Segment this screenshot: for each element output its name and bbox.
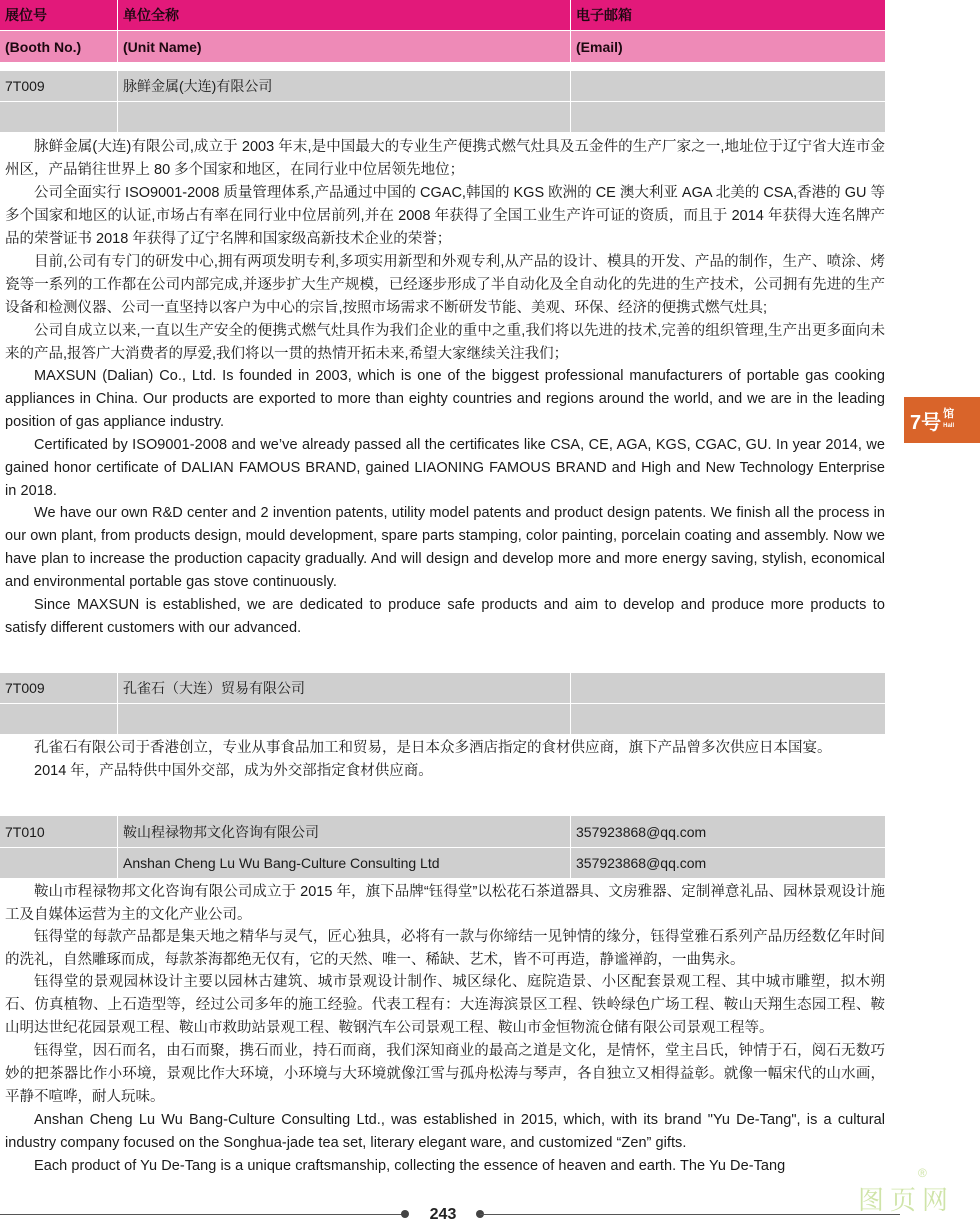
entry-paragraph: 公司全面实行 ISO9001-2008 质量管理体系,产品通过中国的 CGAC,韩国的 KGS 欧洲的 CE 澳大利亚 AGA 北美的 CSA,香港的 GU 等多个国家和地区的认证,市场占有率在同行业中位居前列,并在 2008 年获得了全国工业生产许可证的资质，而且于 2014 年获得大连名牌产品的荣誉证书 2018 年获得了辽宁名牌和国家级高新技术企业的荣誉； [5,185,885,247]
entry-paragraph: 2014 年，产品特供中国外交部，成为外交部指定食材供应商。 [34,763,433,779]
hall-number: 7号 [910,411,942,434]
entry-row-en [0,848,885,878]
header-booth-en: (Booth No.) [0,31,118,62]
entry-empty-cell [571,102,885,132]
entry-empty-cell [0,704,118,734]
entry-name-en [118,704,571,734]
table-header-cn [0,0,885,30]
entry-email: 357923868@qq.com [576,823,707,840]
entry-name-cn: 脉鲜金属(大连)有限公司 [118,71,571,101]
entry-paragraph: 鞍山市程禄物邦文化咨询有限公司成立于 2015 年，旗下品牌“钰得堂”以松花石茶道器具、文房雅器、定制禅意礼品、园林景观设计施工及自媒体运营为主的文化产业公司。 [5,884,885,923]
entry-paragraph: 钰得堂，因石而名，由石而聚，携石而业，持石而商，我们深知商业的最高之道是文化，是情怀，堂主吕氏，钟情于石，阅石无数巧妙的把茶器比作小环境，景观比作大环境，小环境与大环境就像江雪与孤舟松涛与琴声，各自独立又相得益彰。就像一幅宋代的山水画，平静不喧哗，耐人玩味。 [5,1043,885,1105]
entry-row-en [0,102,885,132]
table-header-en [0,31,885,62]
entry-paragraph: MAXSUN (Dalian) Co., Ltd. Is founded in 2003, which is one of the biggest professional manufacturers of portable gas cooking appliances in China. Our products are exported to more than eighty countries and regions around the world, and we are in the leading position of gas appliance industry. [5,368,885,430]
footer-rule-left [0,1214,405,1215]
header-unit-cn: 单位全称 [118,0,571,30]
entry-paragraph: Since MAXSUN is established, we are dedicated to produce safe products and aim to develop and produce more products to satisfy different customers with our advanced. [5,597,885,636]
footer-dot-left [401,1210,409,1218]
entry-paragraph: We have our own R&D center and 2 invention patents, utility model patents and product design patents. We finish all the process in our own plant, from products design, mould development, spare parts stamping, color painting, porcelain coating and assembly. Now we have plan to increase the production capacity gradually. And will design and develop more and more energy saving, stylish, economical and environmental portable gas stove continuously. [5,505,885,590]
header-email-en: (Email) [576,38,623,55]
entry-paragraph: 钰得堂的每款产品都是集天地之精华与灵气，匠心独具，必将有一款与你缔结一见钟情的缘分，钰得堂雅石系列产品历经数亿年时间的洗礼，自然雕琢而成，每款茶海都绝无仅有，它的天然、唯一、稀缺、艺术，皆不可再造，静谧禅韵，一曲隽永。 [5,929,885,968]
entry-paragraph: 脉鲜金属(大连)有限公司,成立于 2003 年末,是中国最大的专业生产便携式燃气灶具及五金件的生产厂家之一,地址位于辽宁省大连市金州区，产品销往世界上 80 多个国家和地区，在同行业中位居领先地位； [5,139,885,178]
footer-rule-right [480,1214,900,1215]
entry-row-cn [0,673,885,703]
hall-label-wrap [943,409,954,431]
entry-booth: 7T010 [0,816,118,847]
entry-name-en: Anshan Cheng Lu Wu Bang-Culture Consulting Ltd [118,848,571,878]
entry-empty-cell [571,704,885,734]
hall-sub: Hall [943,423,955,429]
entry-email [571,673,885,703]
header-email-cn: 电子邮箱 [576,7,632,23]
entry-paragraph: 孔雀石有限公司于香港创立，专业从事食品加工和贸易，是日本众多酒店指定的食材供应商，旗下产品曾多次供应日本国宴。 [34,740,832,756]
entry-booth: 7T009 [0,71,118,101]
entry-empty-cell [0,102,118,132]
entry-name-cn: 孔雀石（大连）贸易有限公司 [118,673,571,703]
watermark-registered-mark: ® [918,1166,927,1180]
watermark-logo: 图页网 [858,1186,955,1216]
entry-row-cn [0,71,885,101]
page-number: 243 [429,1206,457,1223]
entry-name-cn: 鞍山程禄物邦文化咨询有限公司 [118,816,571,847]
hall-label: 馆 [943,408,955,420]
entry-empty-cell [0,848,118,878]
entry-paragraph: Anshan Cheng Lu Wu Bang-Culture Consulting Ltd., was established in 2015, which, with its brand "Yu De-Tang", is a cultural industry company focused on the Songhua-jade tea set, literary elegant ware, and customized “Zen” gifts. [5,1112,885,1151]
header-unit-en: (Unit Name) [118,31,571,62]
entry-paragraph: 公司自成立以来,一直以生产安全的便携式燃气灶具作为我们企业的重中之重,我们将以先进的技术,完善的组织管理,生产出更多面向未来的产品,报答广大消费者的厚爱,我们将以一贯的热情开拓未来,希望大家继续关注我们； [5,323,885,362]
entry-email-value: 357923868@qq.com [576,855,707,871]
entry-paragraph: 钰得堂的景观园林设计主要以园林古建筑、城市景观设计制作、城区绿化、庭院造景、小区配套景观工程、其中城市雕塑，拟木朔石、仿真植物、上石造型等，经过公司多年的施工经验。代表工程有：大连海滨景区工程、铁岭绿色广场工程、鞍山天翔生态园工程、鞍山明达世纪花园景观工程、鞍山市救助站景观工程、鞍钢汽车公司景观工程、鞍山市金恒物流仓储有限公司景观工程等。 [5,974,885,1036]
entry-booth: 7T009 [0,673,118,703]
entry-row-cn [0,816,885,847]
entry-paragraph: 目前,公司有专门的研发中心,拥有两项发明专利,多项实用新型和外观专利,从产品的设计、模具的开发、产品的制作，生产、喷涂、烤瓷等一系列的工作都在公司内部完成,并逐步扩大生产规模，已经逐步形成了半自动化及全自动化的先进的生产技术，公司拥有先进的生产设备和检测仪器、公司一直坚持以客户为中心的宗旨,按照市场需求不断研发节能、美观、环保、经济的便携式燃气灶具; [5,254,885,316]
hall-tab [904,397,980,443]
entry-paragraph: Each product of Yu De-Tang is a unique craftsmanship, collecting the essence of heaven and earth. The Yu De-Tang [34,1158,786,1174]
entry-email [571,71,885,101]
entry-row-en [0,704,885,734]
header-booth-cn: 展位号 [0,0,118,30]
entry-paragraph: Certificated by ISO9001-2008 and we’ve already passed all the certificates like CSA, CE, AGA, KGS, CGAC, GU. In year 2014, we gained honor certificate of DALIAN FAMOUS BRAND, gained LIAONING FAMOUS BRAND and High and New Technology Enterprise in 2018. [5,437,885,499]
entry-name-en [118,102,571,132]
